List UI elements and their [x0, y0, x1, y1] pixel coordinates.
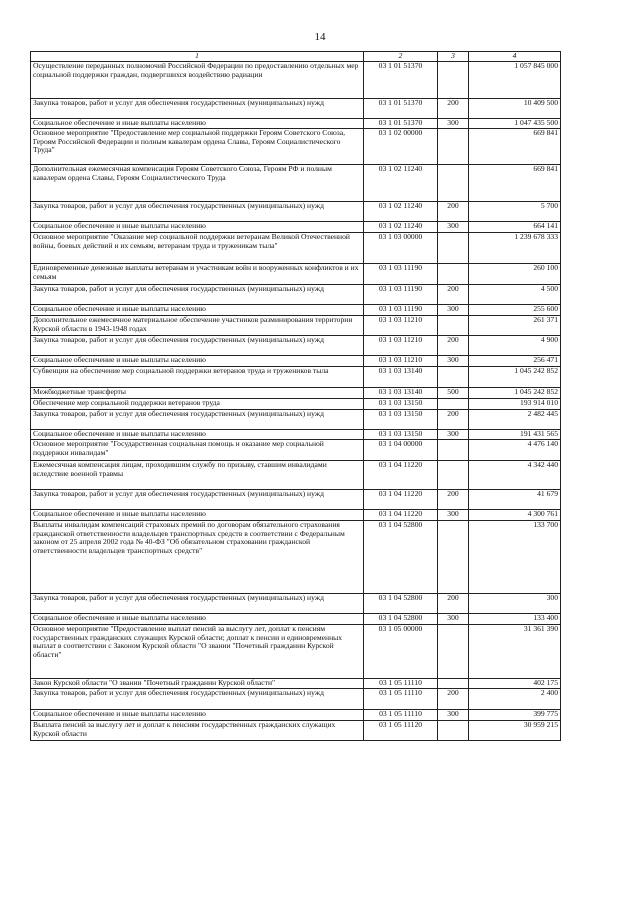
row-amount: 1 045 242 852 — [469, 387, 561, 398]
row-name: Выплаты инвалидам компенсаций страховых премий по договорам обязательного страхования гражданской ответственности владельцев транспортных средств в соответствии с Федеральным законом от 25 апреля 2002 года № 40-ФЗ "Об обязательном страховании гражданской ответственности владельцев транспортных средств" — [31, 520, 364, 593]
row-amount: 2 482 445 — [469, 409, 561, 429]
row-code: 03 1 03 13140 — [364, 387, 438, 398]
row-amount: 4 476 140 — [469, 439, 561, 460]
table-row — [31, 221, 561, 232]
table-row — [31, 387, 561, 398]
row-type: 300 — [438, 709, 469, 720]
row-amount: 4 500 — [469, 284, 561, 304]
row-name: Социальное обеспечение и иные выплаты населению — [31, 118, 364, 128]
row-code: 03 1 03 13150 — [364, 398, 438, 409]
row-name: Единовременные денежные выплаты ветеранам и участникам войн и вооруженных конфликтов и их семьям — [31, 263, 364, 284]
row-amount: 256 471 — [469, 355, 561, 366]
table-row — [31, 720, 561, 740]
row-code: 03 1 05 11110 — [364, 688, 438, 709]
row-type — [438, 720, 469, 740]
row-code: 03 1 03 11210 — [364, 315, 438, 335]
table-row — [31, 355, 561, 366]
row-name: Выплата пенсий за выслугу лет и доплат к пенсиям государственных гражданских служащих Курской области — [31, 720, 364, 740]
row-amount: 1 047 435 500 — [469, 118, 561, 128]
row-amount: 193 914 010 — [469, 398, 561, 409]
row-name: Закупка товаров, работ и услуг для обеспечения государственных (муниципальных) нужд — [31, 489, 364, 509]
table-row — [31, 439, 561, 460]
column-header-code: 2 — [364, 52, 438, 62]
row-code: 03 1 04 11220 — [364, 509, 438, 520]
row-code: 03 1 02 11240 — [364, 164, 438, 201]
table-row — [31, 624, 561, 678]
table-row — [31, 688, 561, 709]
table-row — [31, 61, 561, 98]
row-amount: 5 700 — [469, 201, 561, 221]
table-row — [31, 335, 561, 355]
row-amount: 4 342 440 — [469, 460, 561, 489]
row-code: 03 1 01 51370 — [364, 61, 438, 98]
row-name: Основное мероприятие "Оказание мер социальной поддержки ветеранам Великой Отечественной войны, боевых действий и их семьям, ветеранам труда и труженикам тыла" — [31, 232, 364, 263]
row-amount: 402 175 — [469, 678, 561, 688]
table-row — [31, 613, 561, 624]
table-row — [31, 284, 561, 304]
row-name: Закупка товаров, работ и услуг для обеспечения государственных (муниципальных) нужд — [31, 409, 364, 429]
row-amount: 191 431 565 — [469, 429, 561, 439]
row-name: Социальное обеспечение и иные выплаты населению — [31, 355, 364, 366]
row-type: 300 — [438, 118, 469, 128]
header-row — [31, 52, 561, 62]
row-amount: 669 841 — [469, 128, 561, 164]
row-type: 300 — [438, 304, 469, 315]
row-type — [438, 128, 469, 164]
row-code: 03 1 04 11220 — [364, 460, 438, 489]
row-code: 03 1 03 11190 — [364, 304, 438, 315]
table-row — [31, 709, 561, 720]
table-row — [31, 98, 561, 118]
table-row — [31, 201, 561, 221]
table-row — [31, 429, 561, 439]
row-amount: 2 400 — [469, 688, 561, 709]
row-code: 03 1 05 11120 — [364, 720, 438, 740]
row-amount: 300 — [469, 593, 561, 613]
row-name: Социальное обеспечение и иные выплаты населению — [31, 429, 364, 439]
table-row — [31, 118, 561, 128]
row-name: Социальное обеспечение и иные выплаты населению — [31, 221, 364, 232]
row-type: 200 — [438, 489, 469, 509]
row-amount: 133 400 — [469, 613, 561, 624]
row-code: 03 1 03 13140 — [364, 366, 438, 387]
row-amount: 260 100 — [469, 263, 561, 284]
row-name: Социальное обеспечение и иные выплаты населению — [31, 509, 364, 520]
row-name: Основное мероприятие "Предоставление выплат пенсий за выслугу лет, доплат к пенсиям государственных гражданских служащих Курской области; доплат к пенсии и единовременных выплат в соответствии с Законом Курской области "О звании "Почетный гражданин Курской области" — [31, 624, 364, 678]
row-name: Закупка товаров, работ и услуг для обеспечения государственных (муниципальных) нужд — [31, 335, 364, 355]
table-row — [31, 304, 561, 315]
row-name: Межбюджетные трансферты — [31, 387, 364, 398]
row-amount: 1 045 242 852 — [469, 366, 561, 387]
row-name: Осуществление переданных полномочий Российской Федерации по предоставлению отдельных мер социальной поддержки граждан, подвергшихся воздействию радиации — [31, 61, 364, 98]
row-type — [438, 61, 469, 98]
row-code: 03 1 03 11190 — [364, 284, 438, 304]
row-amount: 669 841 — [469, 164, 561, 201]
row-code: 03 1 03 13150 — [364, 409, 438, 429]
row-name: Закупка товаров, работ и услуг для обеспечения государственных (муниципальных) нужд — [31, 201, 364, 221]
row-type — [438, 439, 469, 460]
row-type: 200 — [438, 593, 469, 613]
row-amount: 10 409 500 — [469, 98, 561, 118]
row-code: 03 1 04 11220 — [364, 489, 438, 509]
row-code: 03 1 02 00000 — [364, 128, 438, 164]
table-row — [31, 489, 561, 509]
table-row — [31, 398, 561, 409]
page-number: 14 — [314, 31, 326, 43]
row-type: 200 — [438, 409, 469, 429]
column-header-type: 3 — [438, 52, 469, 62]
table-row — [31, 263, 561, 284]
row-type: 300 — [438, 613, 469, 624]
row-amount: 31 361 390 — [469, 624, 561, 678]
row-code: 03 1 03 13150 — [364, 429, 438, 439]
table-row — [31, 678, 561, 688]
row-name: Субвенции на обеспечение мер социальной поддержки ветеранов труда и тружеников тыла — [31, 366, 364, 387]
row-code: 03 1 01 51370 — [364, 98, 438, 118]
row-type — [438, 624, 469, 678]
column-header-name: 1 — [31, 52, 364, 62]
row-amount: 133 700 — [469, 520, 561, 593]
row-code: 03 1 05 00000 — [364, 624, 438, 678]
row-type: 300 — [438, 355, 469, 366]
table-row — [31, 460, 561, 489]
row-type — [438, 315, 469, 335]
table-row — [31, 520, 561, 593]
row-name: Обеспечение мер социальной поддержки ветеранов труда — [31, 398, 364, 409]
row-code: 03 1 03 11210 — [364, 355, 438, 366]
row-name: Ежемесячная компенсация лицам, проходившим службу по призыву, ставшим инвалидами вследствие военной травмы — [31, 460, 364, 489]
row-code: 03 1 03 11190 — [364, 263, 438, 284]
row-name: Основное мероприятие "Предоставление мер социальной поддержки Героям Советского Союза, Героям Российской Федерации и полным кавалерам ордена Славы, Героям Социалистического Труда" — [31, 128, 364, 164]
row-amount: 4 300 761 — [469, 509, 561, 520]
row-type — [438, 164, 469, 201]
table-row — [31, 409, 561, 429]
table-body — [31, 61, 561, 740]
row-amount: 664 141 — [469, 221, 561, 232]
row-code: 03 1 04 52800 — [364, 593, 438, 613]
row-name: Закупка товаров, работ и услуг для обеспечения государственных (муниципальных) нужд — [31, 688, 364, 709]
row-name: Дополнительное ежемесячное материальное обеспечение участников разминирования территории Курской области в 1943-1948 годах — [31, 315, 364, 335]
row-type — [438, 460, 469, 489]
row-name: Закупка товаров, работ и услуг для обеспечения государственных (муниципальных) нужд — [31, 98, 364, 118]
table-row — [31, 164, 561, 201]
row-type: 300 — [438, 429, 469, 439]
row-amount: 1 057 845 000 — [469, 61, 561, 98]
row-code: 03 1 02 11240 — [364, 201, 438, 221]
row-code: 03 1 05 11110 — [364, 678, 438, 688]
row-amount: 4 900 — [469, 335, 561, 355]
table-row — [31, 366, 561, 387]
row-type — [438, 398, 469, 409]
budget-table — [30, 51, 561, 741]
table-row — [31, 315, 561, 335]
row-type: 300 — [438, 509, 469, 520]
row-name: Социальное обеспечение и иные выплаты населению — [31, 709, 364, 720]
row-type: 500 — [438, 387, 469, 398]
row-type — [438, 232, 469, 263]
row-type: 200 — [438, 98, 469, 118]
row-code: 03 1 04 00000 — [364, 439, 438, 460]
row-code: 03 1 05 11110 — [364, 709, 438, 720]
row-name: Основное мероприятие "Государственная социальная помощь и оказание мер социальной поддержки инвалидам" — [31, 439, 364, 460]
table-row — [31, 593, 561, 613]
row-name: Дополнительная ежемесячная компенсация Героям Советского Союза, Героям РФ и полным кавалерам ордена Славы, Героям Социалистического Труда — [31, 164, 364, 201]
row-type — [438, 366, 469, 387]
row-type — [438, 678, 469, 688]
row-code: 03 1 03 11210 — [364, 335, 438, 355]
row-type — [438, 263, 469, 284]
row-name: Закон Курской области "О звании "Почетный гражданин Курской области" — [31, 678, 364, 688]
table-row — [31, 128, 561, 164]
row-code: 03 1 02 11240 — [364, 221, 438, 232]
row-type: 200 — [438, 335, 469, 355]
row-name: Социальное обеспечение и иные выплаты населению — [31, 613, 364, 624]
row-code: 03 1 01 51370 — [364, 118, 438, 128]
row-type: 300 — [438, 221, 469, 232]
row-amount: 30 959 215 — [469, 720, 561, 740]
row-amount: 261 371 — [469, 315, 561, 335]
table-row — [31, 232, 561, 263]
row-type: 200 — [438, 201, 469, 221]
row-name: Закупка товаров, работ и услуг для обеспечения государственных (муниципальных) нужд — [31, 593, 364, 613]
row-name: Закупка товаров, работ и услуг для обеспечения государственных (муниципальных) нужд — [31, 284, 364, 304]
row-type — [438, 520, 469, 593]
row-amount: 399 775 — [469, 709, 561, 720]
table-row — [31, 509, 561, 520]
row-type: 200 — [438, 284, 469, 304]
row-amount: 1 239 678 333 — [469, 232, 561, 263]
column-header-amount: 4 — [469, 52, 561, 62]
row-code: 03 1 04 52800 — [364, 520, 438, 593]
row-code: 03 1 04 52800 — [364, 613, 438, 624]
row-amount: 255 600 — [469, 304, 561, 315]
row-type: 200 — [438, 688, 469, 709]
row-code: 03 1 03 00000 — [364, 232, 438, 263]
row-name: Социальное обеспечение и иные выплаты населению — [31, 304, 364, 315]
row-amount: 41 679 — [469, 489, 561, 509]
